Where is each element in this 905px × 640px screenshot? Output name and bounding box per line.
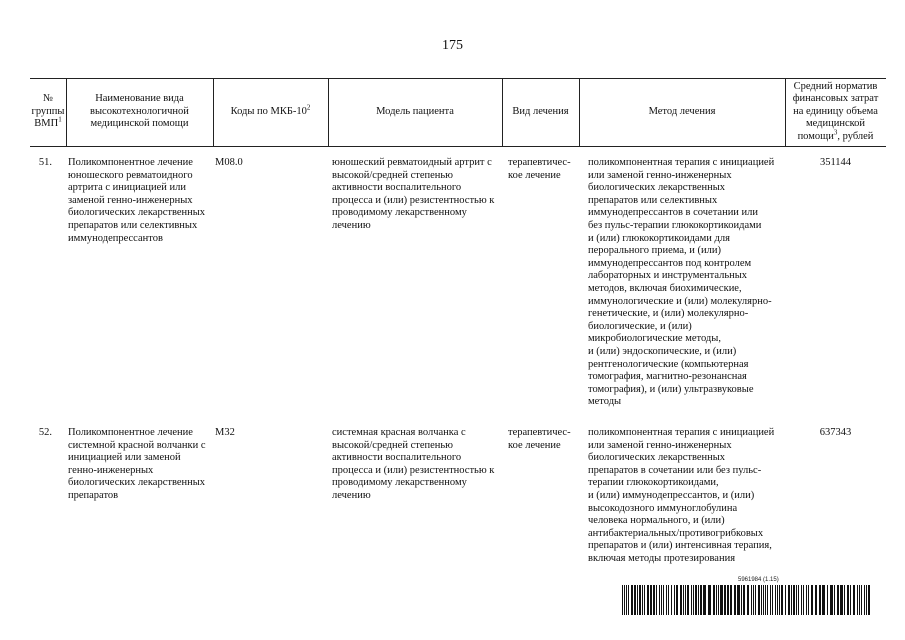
text-line: артрита с инициацией или [68, 182, 187, 194]
barcode-bar [718, 585, 719, 615]
row-51-icd: M08.0 [215, 157, 243, 168]
text-line: иммунодепрессантов [68, 232, 163, 244]
barcode-bar [685, 585, 686, 615]
barcode-bar [761, 585, 762, 615]
barcode-bar [806, 585, 807, 615]
barcode-bar [624, 585, 625, 615]
barcode-bar [779, 585, 780, 615]
barcode-bar [758, 585, 760, 615]
text-line: без пульс-терапии глюкокортикоидами [588, 219, 762, 231]
barcode-bar [767, 585, 768, 615]
barcode-bar [819, 585, 821, 615]
barcode-bar [700, 585, 702, 615]
text-line: генетические, и (или) молекулярно- [588, 308, 749, 320]
text-line: биологических лекарственных [588, 452, 726, 464]
barcode-bar [837, 585, 839, 615]
text-line: активности воспалительного [332, 452, 462, 464]
text-line: процесса и (или) резистентностью к [332, 464, 495, 476]
text-line: проводимому лекарственному [332, 207, 467, 219]
text-line: инициацией или заменой [68, 452, 181, 464]
barcode-bar [724, 585, 726, 615]
text-line: кое лечение [508, 169, 561, 181]
barcode-bar [777, 585, 778, 615]
barcode-bar [844, 585, 845, 615]
barcode-bar [859, 585, 860, 615]
header-group-footnote: 1 [58, 115, 62, 124]
text-line: препаратов и (или) интенсивная терапия, [588, 540, 772, 552]
header-icd-footnote: 2 [306, 103, 311, 112]
row-52-icd: M32 [215, 427, 235, 438]
barcode-bar [830, 585, 833, 615]
barcode-bar [853, 585, 855, 615]
barcode-bar [866, 585, 867, 615]
barcode-bar [671, 585, 672, 615]
barcode-image [622, 585, 872, 615]
barcode-bar [676, 585, 678, 615]
barcode-bar [801, 585, 802, 615]
barcode-bar [793, 585, 795, 615]
barcode-bar [753, 585, 754, 615]
header-method: Метод лечения [648, 105, 716, 117]
text-line: томография), и (или) ультразвуковые [588, 383, 754, 395]
barcode-bar [631, 585, 633, 615]
row-51-treatment-type [508, 157, 584, 182]
barcode-bar [708, 585, 711, 615]
barcode-bar [695, 585, 697, 615]
text-line: иммунологические и (или) молекулярно- [588, 295, 772, 307]
text-line: терапии глюкокортикоидами, [588, 477, 719, 489]
row-51-cost: 351144 [819, 157, 852, 168]
text-line: биологических лекарственных [68, 477, 206, 489]
text-line: биологических лекарственных [588, 182, 726, 194]
barcode-bar [788, 585, 790, 615]
text-line: активности воспалительного [332, 182, 462, 194]
row-52-method [588, 427, 788, 566]
text-line: юношеского ревматоидного [68, 169, 193, 181]
barcode-bar [785, 585, 786, 615]
text-line: лечению [332, 489, 371, 501]
text-line: Поликомпонентное лечение [68, 157, 193, 168]
row-52-number: 52. [38, 427, 52, 438]
row-51-method [588, 157, 788, 409]
text-line: и (или) иммунодепрессантов, и (или) [588, 489, 755, 501]
barcode-bar [691, 585, 692, 615]
text-line: высокодозного иммуноглобулина [588, 502, 738, 514]
barcode-bar [791, 585, 792, 615]
barcode-bar [644, 585, 645, 615]
text-line: системной красной волчанки с [68, 439, 206, 451]
text-line: высокой/средней степенью [332, 439, 454, 451]
barcode-bar [803, 585, 804, 615]
barcode-bar [647, 585, 649, 615]
barcode-bar [815, 585, 817, 615]
header-group-number [30, 78, 66, 146]
barcode-bar [822, 585, 825, 615]
barcode-bar [840, 585, 843, 615]
barcode-bar [698, 585, 699, 615]
row-52-treatment-type [508, 427, 584, 452]
barcode-bar [737, 585, 740, 615]
barcode-bar [808, 585, 809, 615]
barcode-bar [850, 585, 851, 615]
text-line: лечению [332, 219, 371, 231]
barcode-bar [765, 585, 766, 615]
barcode-bar [661, 585, 662, 615]
row-52-patient-model [332, 427, 504, 503]
header-group-line3: ВМП [34, 118, 59, 130]
barcode-bar [642, 585, 643, 615]
text-line: препаратов или селективных [68, 219, 198, 231]
barcode-bar [639, 585, 641, 615]
barcode-bar [668, 585, 669, 615]
text-line: и (или) эндоскопические, и (или) [588, 345, 737, 357]
row-51-number: 51. [38, 157, 52, 168]
text-line: препаратов [68, 489, 119, 501]
barcode-bar [834, 585, 835, 615]
barcode-bar [751, 585, 752, 615]
barcode-bar [687, 585, 689, 615]
text-line: или заменой генно-инженерных [588, 169, 732, 181]
barcode-bar [775, 585, 776, 615]
text-line: поликомпонентная терапия с инициацией [588, 157, 775, 168]
text-line: методы [588, 396, 622, 408]
barcode-bar [626, 585, 627, 615]
row-51-patient-model [332, 157, 504, 233]
barcode-label: 5961984 (1.15) [738, 577, 779, 583]
text-line: человека нормального, и (или) [588, 515, 725, 527]
text-line: проводимому лекарственному [332, 477, 467, 489]
header-bottom-rule [30, 146, 886, 147]
header-icd: Коды по МКБ-$10^2$ [230, 103, 311, 117]
text-line: включая методы протезирования [588, 552, 736, 564]
barcode-bar [734, 585, 736, 615]
text-line: лабораторных и инструментальных [588, 270, 748, 282]
text-line: поликомпонентная терапия с инициацией [588, 427, 775, 438]
text-line: кое лечение [508, 439, 561, 451]
barcode-bar [653, 585, 655, 615]
barcode-bar [781, 585, 783, 615]
text-line: системная красная волчанка с [332, 427, 466, 438]
barcode-bar [747, 585, 749, 615]
barcode-bar [666, 585, 667, 615]
row-52-cost: 637343 [819, 427, 852, 438]
text-line: биологических лекарственных [68, 207, 206, 219]
text-line: микробиологические методы, [588, 333, 721, 345]
header-group-line2: группы [31, 105, 65, 117]
text-line: терапевтичес- [508, 427, 571, 438]
text-line: методов, включая биохимические, [588, 282, 742, 294]
barcode-bar [864, 585, 865, 615]
text-line: препаратов или селективных [588, 194, 718, 206]
barcode-bar [634, 585, 636, 615]
barcode-bar [743, 585, 745, 615]
text-line: юношеский ревматоидный артрит с [332, 157, 492, 168]
barcode-bar [680, 585, 682, 615]
barcode-bar [703, 585, 706, 615]
barcode-bar [656, 585, 657, 615]
barcode-bar [628, 585, 629, 615]
barcode-bar [637, 585, 638, 615]
text-line: или заменой генно-инженерных [588, 439, 732, 451]
barcode-bar [674, 585, 675, 615]
header-group-line1: № [42, 93, 54, 105]
barcode-bar [861, 585, 862, 615]
header-treatment-type: Вид лечения [512, 105, 569, 117]
row-52-name [68, 427, 218, 503]
header-cost: Средний норматив финансовых затрат на единицу объема медицинской помощи$^3$, рублей [792, 80, 879, 142]
barcode-bar [720, 585, 723, 615]
barcode-bar [650, 585, 652, 615]
text-line: терапевтичес- [508, 157, 571, 168]
text-line: биологические, и (или) [588, 320, 692, 332]
text-line: иммунодепрессантов в сочетании или [588, 207, 759, 219]
barcode-bar [798, 585, 799, 615]
barcode-bar [868, 585, 870, 615]
text-line: антибактериальных/противогрибковых [588, 527, 764, 539]
row-51-name [68, 157, 218, 245]
header-name: Наименование вида высокотехнологичной медицинской помощи [90, 93, 189, 130]
text-line: томография, магнитно-резонансная [588, 371, 747, 383]
barcode-bar [727, 585, 729, 615]
barcode-bar [847, 585, 849, 615]
text-line: рентгенологические (компьютерная [588, 358, 749, 370]
barcode-bar [683, 585, 684, 615]
barcode-bar [763, 585, 764, 615]
barcode-bar [755, 585, 756, 615]
text-line: генно-инженерных [68, 464, 154, 476]
barcode-bar [622, 585, 623, 615]
barcode-bar [741, 585, 742, 615]
text-line: и (или) глюкокортикоидами для [588, 232, 730, 244]
barcode-bar [857, 585, 858, 615]
text-line: препаратов в сочетании или без пульс- [588, 464, 762, 476]
barcode-bar [693, 585, 694, 615]
barcode-bar [827, 585, 828, 615]
page-number: 175 [442, 38, 463, 53]
barcode-bar [730, 585, 732, 615]
barcode-bar [663, 585, 664, 615]
text-line: заменой генно-инженерных [68, 194, 193, 206]
text-line: Поликомпонентное лечение [68, 427, 193, 438]
barcode-bar [713, 585, 715, 615]
barcode-bar [772, 585, 773, 615]
text-line: процесса и (или) резистентностью к [332, 194, 495, 206]
barcode-bar [770, 585, 771, 615]
barcode-bar [716, 585, 717, 615]
header-patient-model: Модель пациента [376, 105, 454, 117]
text-line: высокой/средней степенью [332, 169, 454, 181]
barcode-bar [796, 585, 797, 615]
barcode-bar [659, 585, 660, 615]
text-line: иммунодепрессантов под контролем [588, 257, 752, 269]
text-line: перорального приема, и (или) [588, 245, 721, 257]
header-cost-footnote: 3 [833, 128, 838, 137]
barcode-bar [811, 585, 813, 615]
